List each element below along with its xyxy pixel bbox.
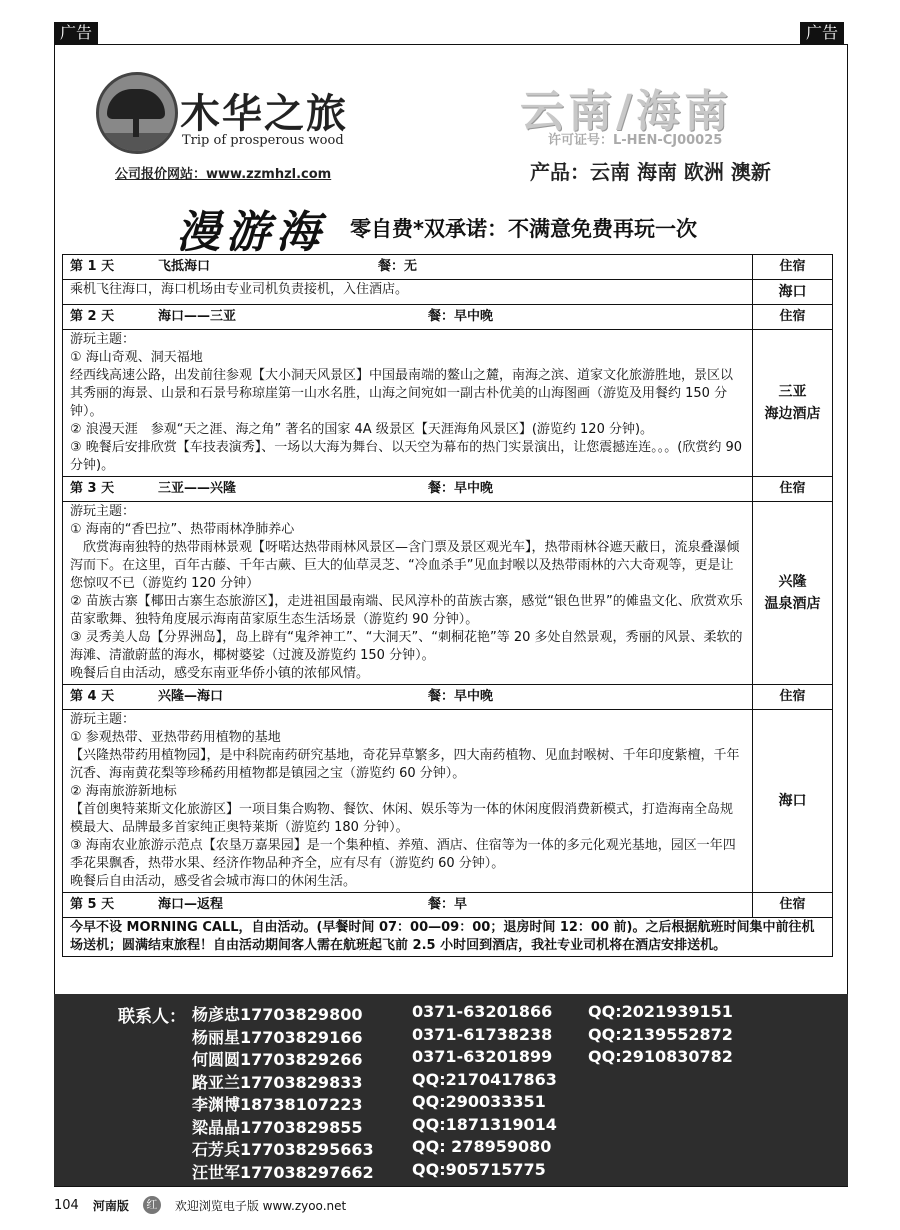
stay-header: 住宿 [753, 893, 833, 918]
contact-qq: QQ:2139552872 [588, 1024, 733, 1044]
tour-title: 漫游海 [176, 207, 326, 258]
contacts-panel [54, 994, 848, 1186]
contact-row [192, 1160, 768, 1183]
day-paragraph: ② 苗族古寨【椰田古寨生态旅游区】，走进祖国最南端、民风淳朴的苗族古寨，感觉“银色世界”的傩蛊文化、欣赏欢乐苗家歌舞、独特角度展示海南苗家原生态生活场景（游览约 90 分钟）。 [70, 594, 743, 627]
day-header-row [63, 685, 833, 710]
day-paragraph: 【首创奥特莱斯文化旅游区】一项目集合购物、餐饮、休闲、娱乐等为一体的休闲度假消费新模式，打造海南全岛规模最大、品牌最多首家纯正奥特莱斯（游览约 180 分钟）。 [70, 802, 734, 835]
contact-row [192, 1115, 768, 1138]
day-paragraph: 游玩主题： [70, 504, 136, 519]
ad-tag-right: 广告 [800, 22, 844, 44]
day-number: 第 1 天 [70, 259, 115, 274]
day-paragraph: ① 海南的“香巴拉”、热带雨林净肺养心 [70, 522, 295, 537]
brand-english: Trip of prosperous wood [182, 133, 344, 148]
stay-header: 住宿 [753, 255, 833, 280]
day-detail-row [63, 502, 833, 685]
contact-phone: QQ:905715775 [412, 1159, 546, 1179]
day-detail-row [63, 330, 833, 477]
day-route: 飞抵海口 [158, 259, 211, 274]
day-detail-row [63, 710, 833, 893]
contact-name-mobile: 汪世军177038297662 [192, 1162, 374, 1182]
day-header-row [63, 305, 833, 330]
day-detail-row [63, 918, 833, 957]
contact-phone: 0371-61738238 [412, 1024, 553, 1044]
contact-name-mobile: 李渊博18738107223 [192, 1095, 363, 1114]
day-meals: 餐：早 [428, 897, 468, 912]
contact-name-mobile: 何圆圆17703829266 [192, 1050, 363, 1069]
day-route: 海口—返程 [158, 897, 224, 912]
contact-qq [588, 1160, 768, 1183]
contact-name-mobile: 路亚兰17703829833 [192, 1072, 363, 1092]
contacts-label: 联系人： [118, 1007, 186, 1027]
contact-phone: QQ:2170417863 [412, 1069, 557, 1089]
day-number: 第 4 天 [70, 689, 115, 704]
stay-header: 住宿 [753, 685, 833, 710]
contact-row [192, 1047, 768, 1070]
product-list: 产品：云南 海南 欧洲 澳新 [530, 160, 771, 184]
day-header-row [63, 893, 833, 918]
day-route: 兴隆—海口 [158, 689, 224, 704]
contact-qq [588, 1137, 768, 1160]
day-paragraph: 游玩主题： [70, 712, 136, 727]
stay-location: 海口 [753, 280, 833, 305]
day-header-row [63, 477, 833, 502]
contact-row [192, 1070, 768, 1093]
contact-qq [588, 1092, 768, 1115]
edition-label: 河南版 [92, 1198, 129, 1213]
day-meals: 餐：无 [378, 259, 418, 274]
day-paragraph: 乘机飞往海口，海口机场由专业司机负责接机，入住酒店。 [70, 282, 409, 297]
contact-qq [588, 1115, 768, 1138]
day-paragraph: ② 浪漫天涯 参观“天之涯、海之角” 著名的国家 4A 级景区【天涯海角风景区】(游览约 120 分钟)。 [70, 422, 654, 437]
page-footer [54, 1196, 346, 1214]
day-paragraph: ③ 灵秀美人岛【分界洲岛】，岛上辟有“鬼斧神工”、“大洞天”、“刺桐花艳”等 20 多处自然景观，秀丽的风景、柔软的海滩、清澈蔚蓝的海水，椰树婆娑（过渡及游览约 150 分钟）。 [70, 630, 743, 663]
contact-qq [588, 1070, 768, 1093]
day-paragraph: ① 海山奇观、洞天福地 [70, 350, 203, 365]
day-paragraph: 晚餐后自由活动，感受东南亚华侨小镇的浓郁风情。 [70, 666, 370, 681]
day-paragraph: ③ 晚餐后安排欣赏【车技表演秀】、一场以大海为舞台、以天空为幕布的热门实景演出，让您震撼连连。。。(欣赏约 90 分钟)。 [70, 440, 743, 473]
contact-phone: 0371-63201866 [412, 1002, 553, 1021]
day-route: 海口——三亚 [158, 309, 237, 324]
day-header-row [63, 255, 833, 280]
contact-row [192, 1092, 768, 1115]
contact-phone: QQ: 278959080 [412, 1137, 552, 1156]
day-number: 第 3 天 [70, 481, 115, 496]
itinerary-table [62, 254, 833, 957]
day-paragraph: 游玩主题： [70, 332, 136, 347]
brand-name: 木华之旅 [180, 90, 348, 137]
contact-name-mobile: 梁晶晶17703829855 [192, 1117, 363, 1137]
day-paragraph: 【兴隆热带药用植物园】，是中科院南药研究基地，奇花异草繁多，四大南药植物、见血封喉树、千年印度紫檀，千年沉香、海南黄花梨等珍稀药用植物都是镇园之宝（游览约 60 分钟）。 [70, 748, 740, 781]
edition-badge: 红 [143, 1196, 161, 1214]
stay-header: 住宿 [753, 305, 833, 330]
region-heading: 云南/海南 [520, 86, 733, 137]
day-number: 第 2 天 [70, 309, 115, 324]
contact-row [192, 1002, 768, 1025]
tour-promise: 零自费*双承诺：不满意免费再玩一次 [350, 217, 697, 241]
day-number: 第 5 天 [70, 897, 115, 912]
stay-location: 三亚 海边酒店 [753, 330, 833, 477]
day-route: 三亚——兴隆 [158, 481, 237, 496]
contact-name-mobile: 杨丽星17703829166 [192, 1027, 363, 1047]
contact-phone: 0371-63201899 [412, 1047, 553, 1066]
day-paragraph: 欣赏海南独特的热带雨林景观【呀喏达热带雨林风景区—含门票及景区观光车】，热带雨林谷遮天蔽日，流泉叠瀑倾泻而下。在这里，百年古藤、千年古蕨、巨大的仙草灵芝、“冷血杀手”见血封喉以及热带雨林的六大奇观等，更是让您惊叹不已（游览约 120 分钟） [70, 540, 740, 591]
day-paragraph: 经西线高速公路，出发前往参观【大小洞天风景区】中国最南端的鳌山之麓，南海之滨、道家文化旅游胜地，景区以其秀丽的海景、山景和石景号称琼崖第一山水名胜，山海之间宛如一副古朴优美的山海图画（游览及用餐约 150 分钟）。 [70, 368, 734, 419]
stay-location: 兴隆 温泉酒店 [753, 502, 833, 685]
contact-phone: QQ:1871319014 [412, 1114, 557, 1134]
day-meals: 餐：早中晚 [428, 309, 494, 324]
day-detail-row [63, 280, 833, 305]
day-meals: 餐：早中晚 [428, 481, 494, 496]
contact-name-mobile: 石芳兵177038295663 [192, 1140, 374, 1159]
contact-row [192, 1137, 768, 1160]
ad-tag-left: 广告 [54, 22, 98, 44]
contact-qq: QQ:2021939151 [588, 1002, 733, 1021]
page-number: 104 [54, 1197, 79, 1213]
contact-row [192, 1025, 768, 1048]
company-website[interactable]: 公司报价网站：www.zzmhzl.com [115, 167, 332, 182]
day-paragraph: ③ 海南农业旅游示范点【农垦万嘉果园】是一个集种植、养殖、酒店、住宿等为一体的多元化观光基地，园区一年四季花果飘香，热带水果、经济作物品种齐全，应有尽有（游览约 60 分钟）。 [70, 838, 736, 871]
contact-qq: QQ:2910830782 [588, 1047, 733, 1066]
stay-location: 海口 [753, 710, 833, 893]
day-meals: 餐：早中晚 [428, 689, 494, 704]
day-paragraph: ① 参观热带、亚热带药用植物的基地 [70, 730, 281, 745]
day-paragraph: ② 海南旅游新地标 [70, 784, 177, 799]
logo-tree-icon [96, 72, 178, 154]
stay-header: 住宿 [753, 477, 833, 502]
footer-text: 欢迎浏览电子版 www.zyoo.net [174, 1198, 347, 1213]
contact-name-mobile: 杨彦忠17703829800 [192, 1005, 363, 1024]
contact-phone: QQ:290033351 [412, 1092, 546, 1111]
license-number: 许可证号：L-HEN-CJ00025 [548, 133, 723, 148]
day-paragraph: 今早不设 MORNING CALL，自由活动。(早餐时间 07：00—09：00；退房时间 12：00 前)。之后根据航班时间集中前往机场送机；圆满结束旅程！自由活动期间客人需在航班起飞前 2.5 小时回到酒店，我社专业司机将在酒店安排送机。 [70, 920, 815, 953]
day-paragraph: 晚餐后自由活动，感受省会城市海口的休闲生活。 [70, 874, 357, 889]
